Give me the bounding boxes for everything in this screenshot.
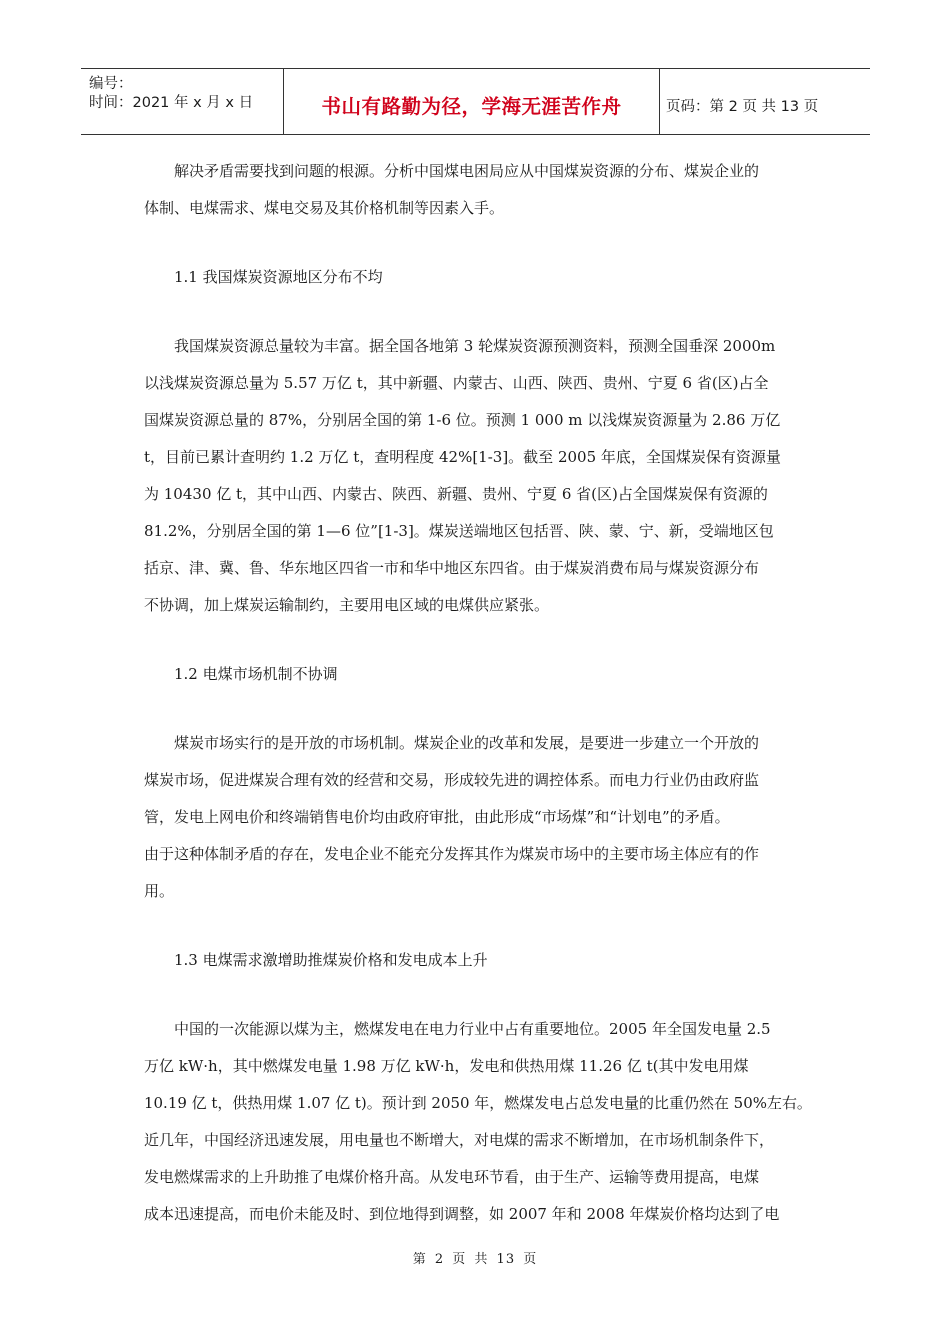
paragraph-line: t，目前已累计查明约 1.2 万亿 t，查明程度 42%[1-3]。截至 2005 年底，全国煤炭保有资源量 [144, 448, 781, 466]
paragraph-line: 管，发电上网电价和终端销售电价均由政府审批，由此形成“市场煤”和“计划电”的矛盾。 [144, 808, 730, 826]
motto: 书山有路勤为径，学海无涯苦作舟 [321, 95, 622, 118]
paragraph-line: 成本迅速提高，而电价未能及时、到位地得到调整，如 2007 年和 2008 年煤炭价格均达到了电 [144, 1205, 780, 1223]
paragraph-line: 用。 [144, 882, 175, 900]
paragraph-line: 万亿 kW·h，其中燃煤发电量 1.98 万亿 kW·h，发电和供热用煤 11.26 亿 t(其中发电用煤 [144, 1057, 749, 1075]
paragraph-line: 煤炭市场，促进煤炭合理有效的经营和交易，形成较先进的调控体系。而电力行业仍由政府监 [144, 771, 760, 789]
paragraph-line: 81.2%，分别居全国的第 1—6 位”[1-3]。煤炭送端地区包括晋、陕、蒙、宁、新，受端地区包 [144, 522, 774, 540]
page-footer: 第 2 页 共 13 页 [412, 1252, 538, 1267]
paragraph-line: 不协调，加上煤炭运输制约，主要用电区域的电煤供应紧张。 [144, 596, 550, 614]
doc-date: 时间：2021 年 x 月 x 日 [89, 95, 254, 111]
section-heading: 1.1 我国煤炭资源地区分布不均 [174, 268, 383, 286]
paragraph-line: 发电燃煤需求的上升助推了电煤价格升高。从发电环节看，由于生产、运输等费用提高，电煤 [144, 1168, 760, 1186]
paragraph-line: 国煤炭资源总量的 87%，分别居全国的第 1-6 位。预测 1 000 m 以浅煤炭资源量为 2.86 万亿 [144, 411, 781, 429]
section-heading: 1.2 电煤市场机制不协调 [174, 665, 338, 683]
paragraph-line: 括京、津、冀、鲁、华东地区四省一市和华中地区东四省。由于煤炭消费布局与煤炭资源分布 [144, 559, 760, 577]
paragraph-line: 体制、电煤需求、煤电交易及其价格机制等因素入手。 [144, 199, 505, 217]
paragraph-line: 近几年，中国经济迅速发展，用电量也不断增大，对电煤的需求不断增加，在市场机制条件下， [144, 1131, 775, 1149]
paragraph-line: 10.19 亿 t，供热用煤 1.07 亿 t)。预计到 2050 年，燃煤发电占总发电量的比重仍然在 50%左右。 [144, 1094, 812, 1112]
section-heading: 1.3 电煤需求激增助推煤炭价格和发电成本上升 [174, 951, 488, 969]
doc-number-label: 编号： [89, 76, 133, 92]
paragraph-line: 我国煤炭资源总量较为丰富。据全国各地第 3 轮煤炭资源预测资料，预测全国垂深 2000m [174, 337, 776, 355]
page-info: 页码：第 2 页 共 13 页 [666, 99, 819, 115]
paragraph-line: 中国的一次能源以煤为主，燃煤发电在电力行业中占有重要地位。2005 年全国发电量 2.5 [174, 1020, 771, 1038]
paragraph-line: 以浅煤炭资源总量为 5.57 万亿 t，其中新疆、内蒙古、山西、陕西、贵州、宁夏 6 省(区)占全 [144, 374, 769, 392]
paragraph-line: 为 10430 亿 t，其中山西、内蒙古、陕西、新疆、贵州、宁夏 6 省(区)占全国煤炭保有资源的 [144, 485, 768, 503]
paragraph-line: 煤炭市场实行的是开放的市场机制。煤炭企业的改革和发展，是要进一步建立一个开放的 [174, 734, 760, 752]
paragraph-line: 解决矛盾需要找到问题的根源。分析中国煤电困局应从中国煤炭资源的分布、煤炭企业的 [174, 162, 760, 180]
paragraph-line: 由于这种体制矛盾的存在，发电企业不能充分发挥其作为煤炭市场中的主要市场主体应有的作 [144, 845, 760, 863]
